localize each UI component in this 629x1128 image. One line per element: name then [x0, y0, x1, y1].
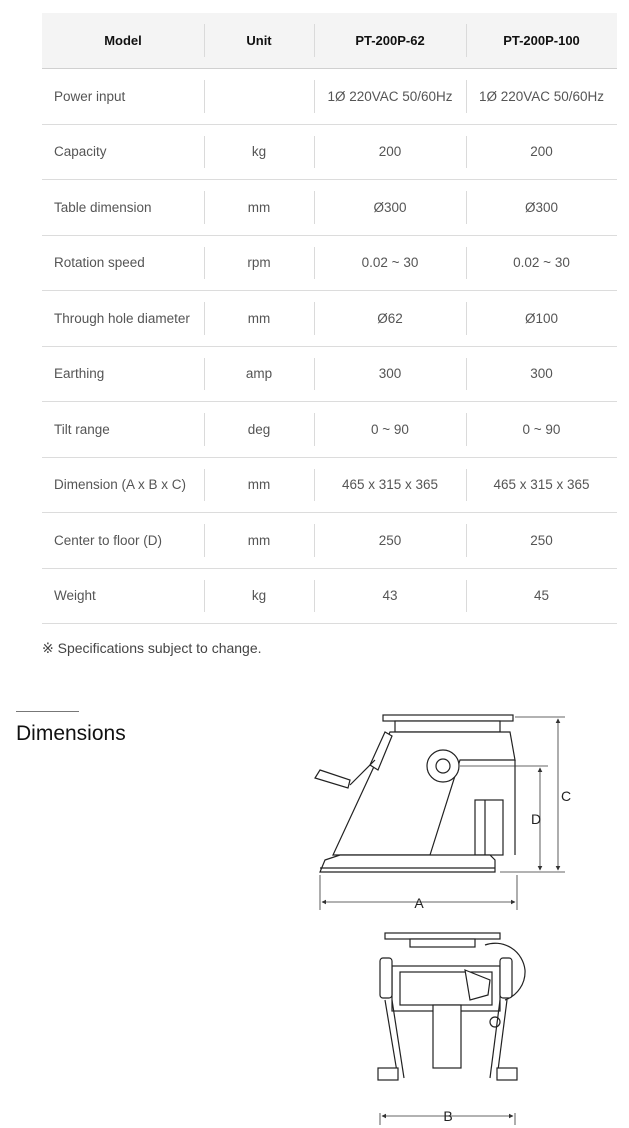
row-value-62: Ø62 [314, 291, 466, 347]
dim-label-c: C [560, 788, 572, 804]
row-label: Earthing [42, 346, 204, 402]
table-row [42, 513, 617, 569]
row-unit: mm [204, 291, 314, 347]
table-row [42, 69, 617, 125]
row-label: Table dimension [42, 180, 204, 236]
row-label: Dimension (A x B x C) [42, 457, 204, 513]
front-view-drawing [378, 933, 525, 1080]
side-view-drawing [315, 715, 515, 872]
row-label: Power input [42, 69, 204, 125]
row-value-100: 0 ~ 90 [466, 402, 617, 458]
row-value-62: 200 [314, 124, 466, 180]
row-label: Weight [42, 568, 204, 624]
table-row [42, 402, 617, 458]
table-row [42, 457, 617, 513]
row-label: Center to floor (D) [42, 513, 204, 569]
row-value-62: 0 ~ 90 [314, 402, 466, 458]
row-label: Rotation speed [42, 235, 204, 291]
header-pt-200p-100: PT-200P-100 [466, 13, 617, 69]
row-label: Through hole diameter [42, 291, 204, 347]
row-value-100: Ø300 [466, 180, 617, 236]
header-unit: Unit [204, 13, 314, 69]
row-value-100: 465 x 315 x 365 [466, 457, 617, 513]
row-value-62: 1Ø 220VAC 50/60Hz [314, 69, 466, 125]
dim-label-d: D [530, 811, 542, 827]
row-unit [204, 69, 314, 125]
table-row [42, 291, 617, 347]
row-unit: mm [204, 513, 314, 569]
row-unit: amp [204, 346, 314, 402]
row-value-100: 250 [466, 513, 617, 569]
table-row [42, 235, 617, 291]
row-unit: deg [204, 402, 314, 458]
row-label: Tilt range [42, 402, 204, 458]
row-value-100: 0.02 ~ 30 [466, 235, 617, 291]
row-unit: mm [204, 457, 314, 513]
row-value-62: 465 x 315 x 365 [314, 457, 466, 513]
row-value-100: 45 [466, 568, 617, 624]
row-label: Capacity [42, 124, 204, 180]
table-row [42, 568, 617, 624]
table-header-row [42, 13, 617, 69]
row-unit: mm [204, 180, 314, 236]
row-value-100: 1Ø 220VAC 50/60Hz [466, 69, 617, 125]
header-model: Model [42, 13, 204, 69]
dimensions-title: Dimensions [16, 722, 126, 745]
spec-table [42, 13, 617, 624]
row-unit: kg [204, 124, 314, 180]
dim-label-b: B [443, 1108, 453, 1124]
dimension-drawing [300, 700, 590, 1128]
section-divider [16, 711, 79, 712]
table-row [42, 124, 617, 180]
table-row [42, 346, 617, 402]
table-row [42, 180, 617, 236]
row-value-62: 0.02 ~ 30 [314, 235, 466, 291]
row-value-100: Ø100 [466, 291, 617, 347]
row-value-62: Ø300 [314, 180, 466, 236]
row-value-62: 250 [314, 513, 466, 569]
row-value-62: 300 [314, 346, 466, 402]
dim-label-a: A [414, 895, 424, 911]
row-unit: kg [204, 568, 314, 624]
header-pt-200p-62: PT-200P-62 [314, 13, 466, 69]
row-unit: rpm [204, 235, 314, 291]
spec-note: ※ Specifications subject to change. [42, 640, 262, 656]
row-value-100: 200 [466, 124, 617, 180]
row-value-62: 43 [314, 568, 466, 624]
row-value-100: 300 [466, 346, 617, 402]
